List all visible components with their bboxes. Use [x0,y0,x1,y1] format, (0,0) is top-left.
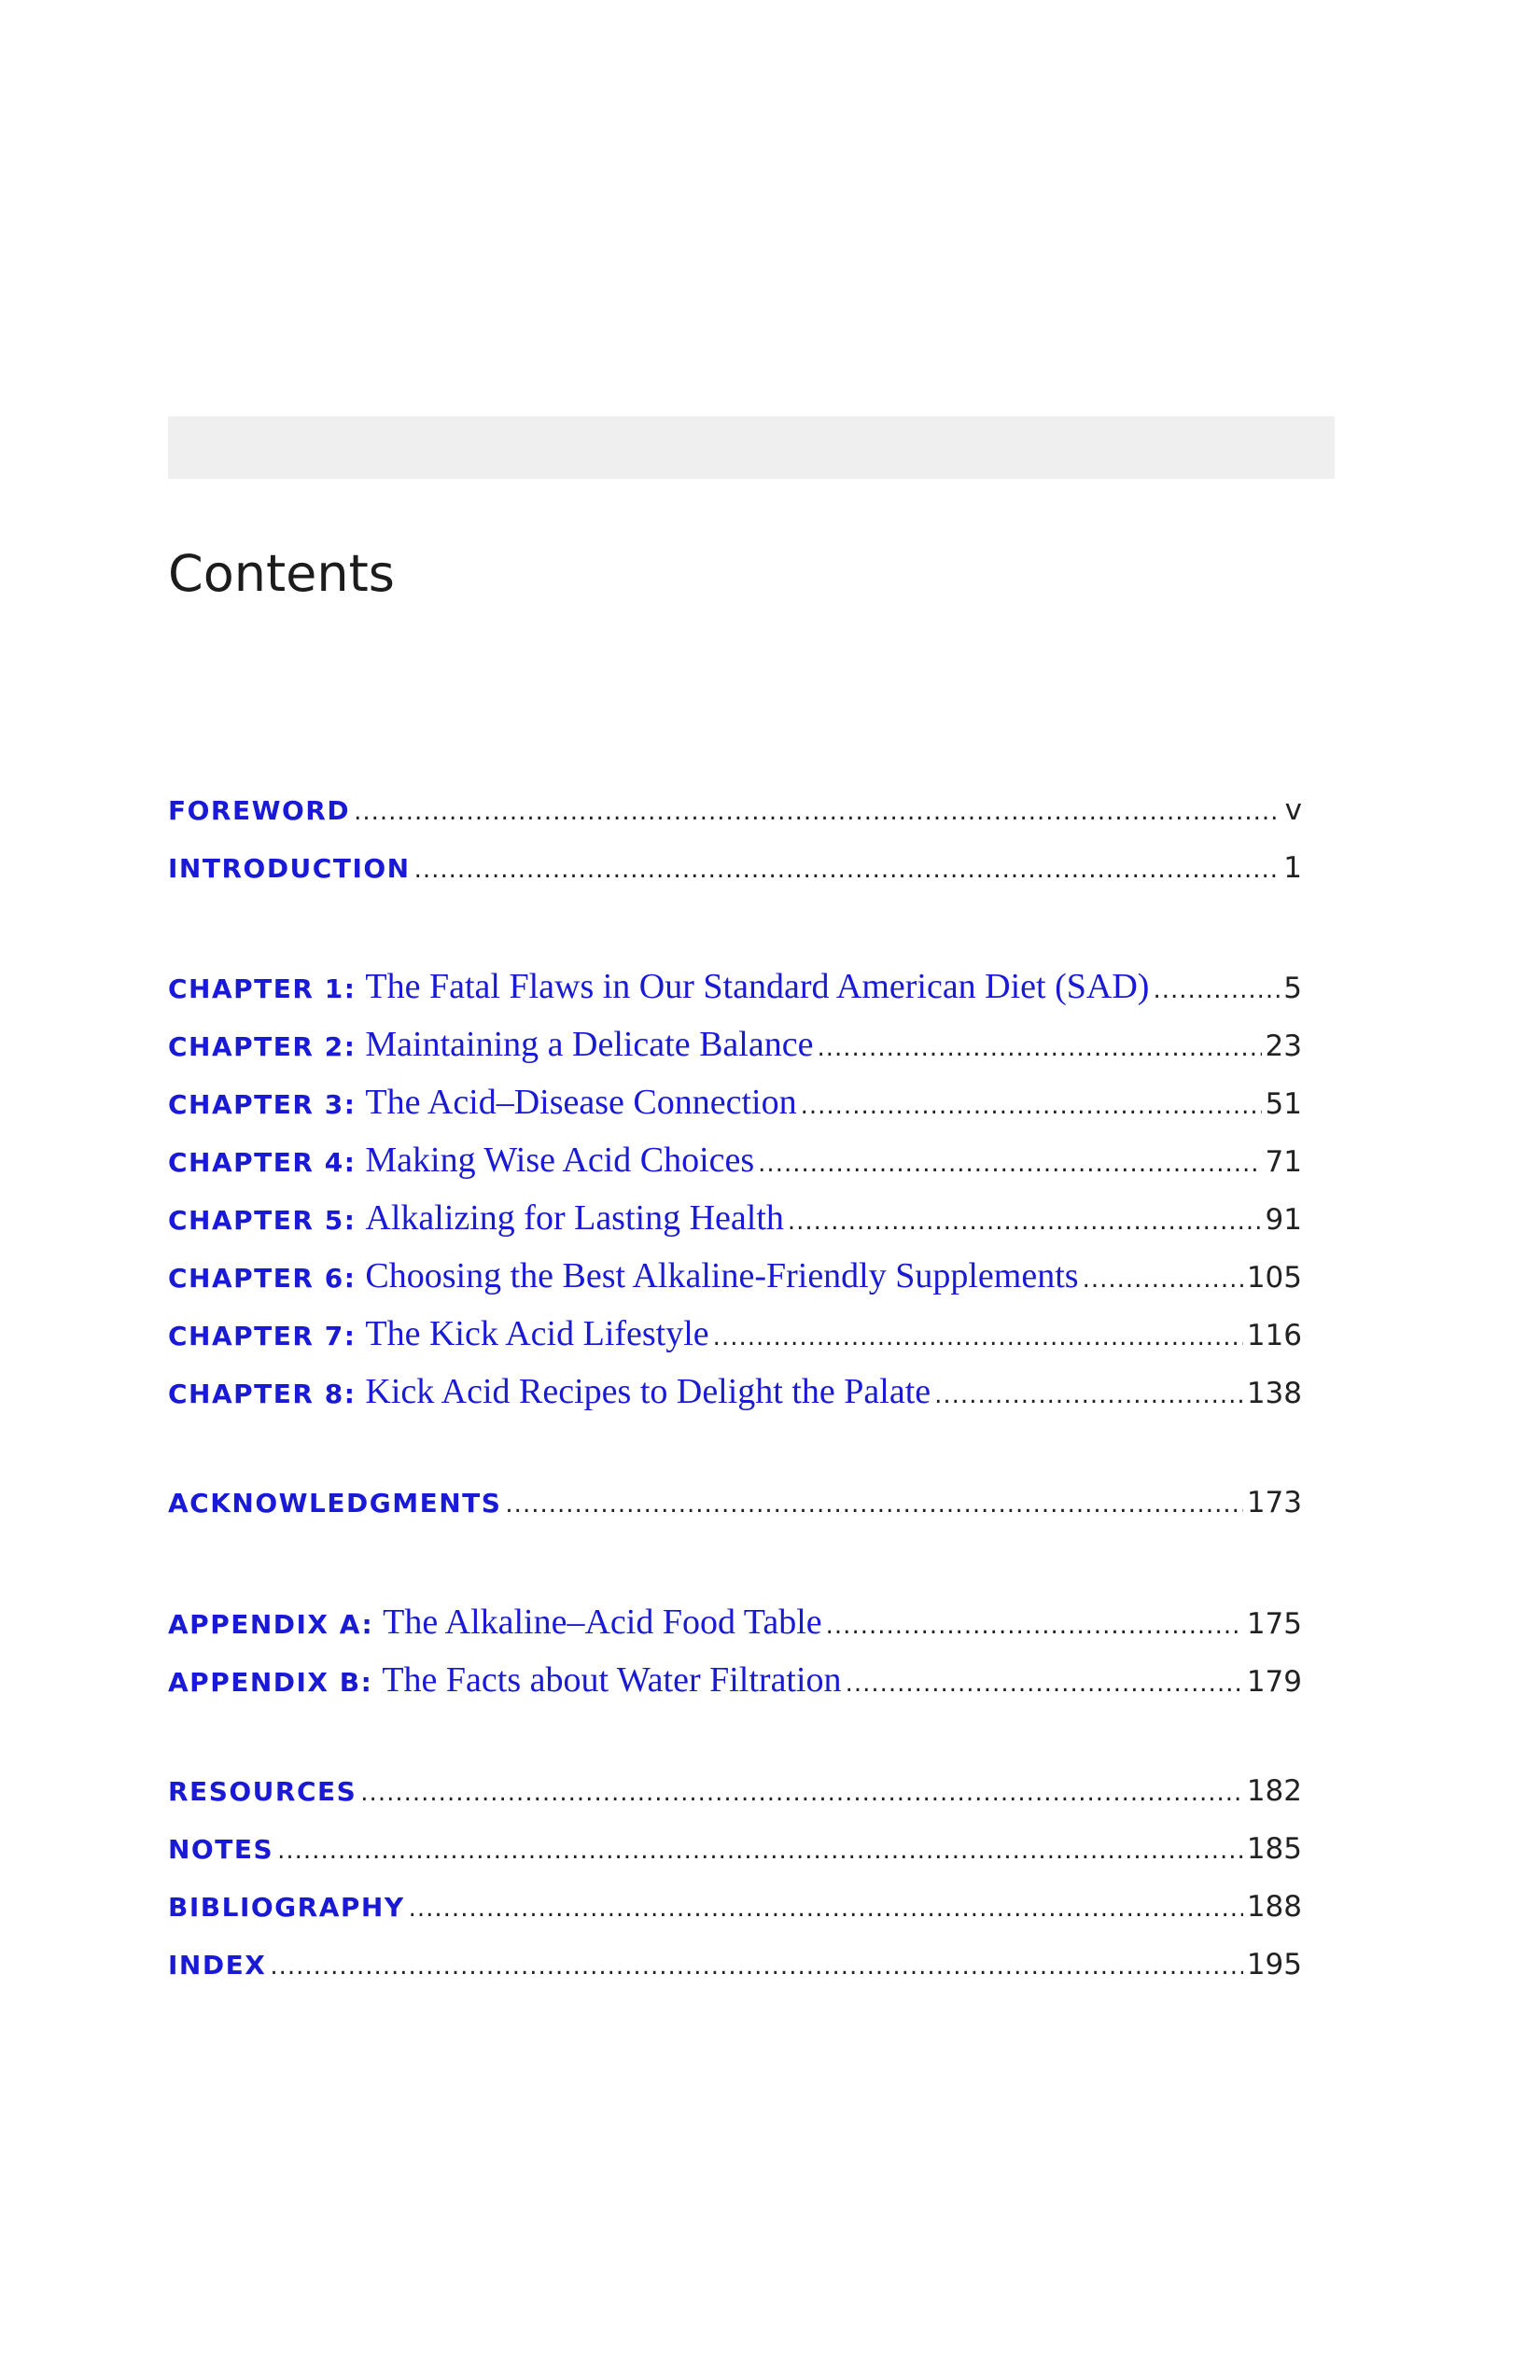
toc-label: CHAPTER 8: [168,1379,357,1409]
toc-page-number: v [1284,793,1302,827]
toc-label: CHAPTER 1: [168,973,357,1004]
toc-page-number: 23 [1265,1029,1302,1063]
toc-title: Choosing the Best Alkaline-Friendly Supplements [365,1256,1079,1295]
toc-entry-notes[interactable] [168,1832,1302,1866]
dot-leader [360,1779,1243,1807]
toc-entry-chapter-5[interactable] [168,1197,1302,1239]
toc-entry-chapter-6[interactable] [168,1255,1302,1296]
toc-label: ACKNOWLEDGMENTS [168,1488,502,1519]
toc-page-number: 188 [1246,1890,1302,1924]
toc-page-number: 138 [1246,1377,1302,1410]
toc-label: APPENDIX B: [168,1667,373,1698]
toc-page-number: 185 [1246,1832,1302,1866]
toc-page-number: 116 [1246,1319,1302,1352]
toc-title: The Kick Acid Lifestyle [365,1314,709,1353]
dot-leader [801,1092,1262,1120]
toc-label: RESOURCES [168,1776,357,1807]
toc-label: CHAPTER 3: [168,1089,357,1120]
toc-title: Kick Acid Recipes to Delight the Palate [365,1372,931,1411]
toc-title: Making Wise Acid Choices [365,1141,755,1180]
toc-title: Alkalizing for Lasting Health [365,1198,784,1238]
toc-entry-introduction[interactable] [168,851,1302,885]
header-bar [168,416,1335,479]
toc-entry-index[interactable] [168,1948,1302,1981]
toc-label: CHAPTER 2: [168,1031,357,1062]
dot-leader [934,1381,1243,1409]
toc-label: INTRODUCTION [168,853,411,884]
dot-leader [817,1034,1261,1062]
dot-leader [414,856,1281,884]
dot-leader [505,1491,1242,1519]
dot-leader [270,1953,1243,1981]
toc-entry-acknowledgments[interactable] [168,1486,1302,1519]
toc-entry-chapter-4[interactable] [168,1140,1302,1181]
dot-leader [409,1895,1243,1923]
dot-leader [758,1150,1261,1178]
dot-leader [354,798,1281,826]
toc-page-number: 182 [1246,1774,1302,1808]
toc-page-number: 195 [1246,1948,1302,1981]
toc-title: The Facts about Water Filtration [382,1660,842,1700]
toc-entry-foreword[interactable] [168,793,1302,827]
toc-entry-appendix-a[interactable] [168,1602,1302,1643]
toc-title: The Acid–Disease Connection [365,1083,797,1122]
toc-page-number: 51 [1265,1087,1302,1121]
toc-entry-bibliography[interactable] [168,1890,1302,1924]
dot-leader [826,1612,1243,1640]
toc-page-number: 175 [1246,1607,1302,1641]
toc-page-number: 91 [1265,1203,1302,1237]
toc-page-number: 179 [1246,1665,1302,1699]
dot-leader [846,1670,1243,1698]
toc-title: The Fatal Flaws in Our Standard American Diet (SAD) [365,967,1150,1006]
toc-entry-chapter-3[interactable] [168,1082,1302,1123]
toc-page-number: 1 [1283,851,1302,885]
toc-label: FOREWORD [168,795,351,826]
toc-page-number: 173 [1246,1486,1302,1519]
toc-label: BIBLIOGRAPHY [168,1892,405,1923]
toc-title: The Alkaline–Acid Food Table [383,1603,822,1642]
page-title: Contents [168,544,395,603]
dot-leader [788,1208,1262,1236]
toc-label: INDEX [168,1950,267,1981]
toc-page-number: 5 [1283,972,1302,1005]
toc-page-number: 71 [1265,1145,1302,1179]
toc-entry-chapter-1[interactable] [168,966,1302,1007]
toc-entry-appendix-b[interactable] [168,1659,1302,1701]
dot-leader [277,1837,1243,1865]
toc-entry-chapter-8[interactable] [168,1371,1302,1412]
toc-label: CHAPTER 4: [168,1147,357,1178]
toc-label: CHAPTER 5: [168,1205,357,1236]
toc-label: NOTES [168,1834,274,1865]
toc-entry-chapter-7[interactable] [168,1313,1302,1354]
toc-entry-resources[interactable] [168,1774,1302,1808]
dot-leader [1153,976,1280,1004]
toc-entry-chapter-2[interactable] [168,1024,1302,1065]
dot-leader [713,1323,1243,1351]
toc-title: Maintaining a Delicate Balance [365,1025,814,1064]
toc-page-number: 105 [1246,1261,1302,1295]
toc-label: APPENDIX A: [168,1609,374,1640]
toc-label: CHAPTER 6: [168,1263,357,1294]
dot-leader [1083,1266,1243,1294]
toc-label: CHAPTER 7: [168,1321,357,1351]
